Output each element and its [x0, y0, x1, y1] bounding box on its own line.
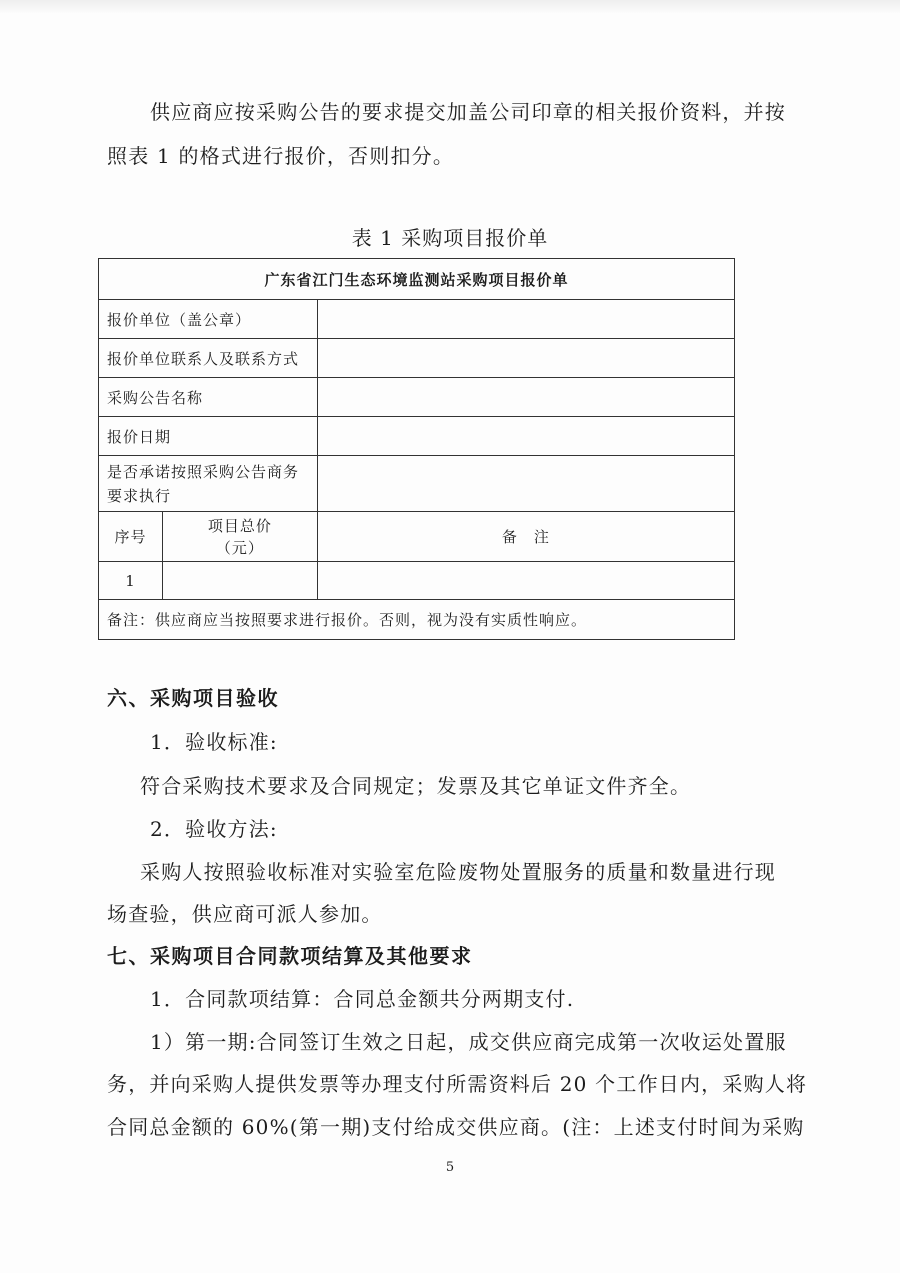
- header-total: [162, 512, 317, 562]
- section7-item1: 1．合同款项结算：合同总金额共分两期支付.: [150, 987, 575, 1011]
- table-note: 备注：供应商应当按照要求进行报价。否则，视为没有实质性响应。: [99, 600, 735, 640]
- quotation-table: [98, 258, 735, 640]
- page-number: 5: [445, 1160, 455, 1175]
- section7-heading: 七、采购项目合同款项结算及其他要求: [107, 944, 473, 968]
- section6-item2-line1: 采购人按照验收标准对实验室危险废物处置服务的质量和数量进行现: [140, 860, 776, 884]
- header-seq: 序号: [99, 512, 163, 562]
- row-label-notice-name: 采购公告名称: [99, 378, 318, 417]
- cell-total[interactable]: [162, 562, 317, 600]
- table-caption: 表 1 采购项目报价单: [351, 226, 549, 250]
- row-value-contact[interactable]: [317, 339, 734, 378]
- section6-item2-title: 2．验收方法:: [150, 817, 278, 841]
- row-value-commitment[interactable]: [317, 456, 734, 512]
- section6-item2-line2: 场查验，供应商可派人参加。: [107, 902, 383, 926]
- cell-remark[interactable]: [317, 562, 734, 600]
- header-remark: 备 注: [317, 512, 734, 562]
- quotation-table-title: 广东省江门生态环境监测站采购项目报价单: [99, 259, 735, 300]
- cell-seq: 1: [99, 562, 163, 600]
- header-total-line1: 项目总价: [207, 516, 272, 535]
- row-label-date: 报价日期: [99, 417, 318, 456]
- section6-item1-text: 符合采购技术要求及合同规定；发票及其它单证文件齐全。: [140, 774, 692, 798]
- section7-para-line2: 务，并向采购人提供发票等办理支付所需资料后 20 个工作日内，采购人将: [107, 1072, 808, 1096]
- section7-para-line3: 合同总金额的 60%(第一期)支付给成交供应商。(注：上述支付时间为采购: [107, 1115, 805, 1139]
- row-label-company: 报价单位（盖公章）: [99, 300, 318, 339]
- row-value-date[interactable]: [317, 417, 734, 456]
- section6-heading: 六、采购项目验收: [107, 686, 279, 710]
- scan-edge: [0, 0, 900, 14]
- intro-line-1: 供应商应按采购公告的要求提交加盖公司印章的相关报价资料，并按: [150, 100, 786, 124]
- row-label-commitment: 是否承诺按照采购公告商务要求执行: [99, 456, 318, 512]
- section7-para-line1: 1）第一期:合同签订生效之日起，成交供应商完成第一次收运处置服: [150, 1030, 787, 1054]
- row-value-notice-name[interactable]: [317, 378, 734, 417]
- header-total-line2: （元）: [215, 538, 264, 557]
- row-value-company[interactable]: [317, 300, 734, 339]
- section6-item1-title: 1．验收标准:: [150, 730, 278, 754]
- row-label-contact: 报价单位联系人及联系方式: [99, 339, 318, 378]
- table-row: [99, 562, 735, 600]
- intro-line-2: 照表 1 的格式进行报价，否则扣分。: [107, 144, 455, 168]
